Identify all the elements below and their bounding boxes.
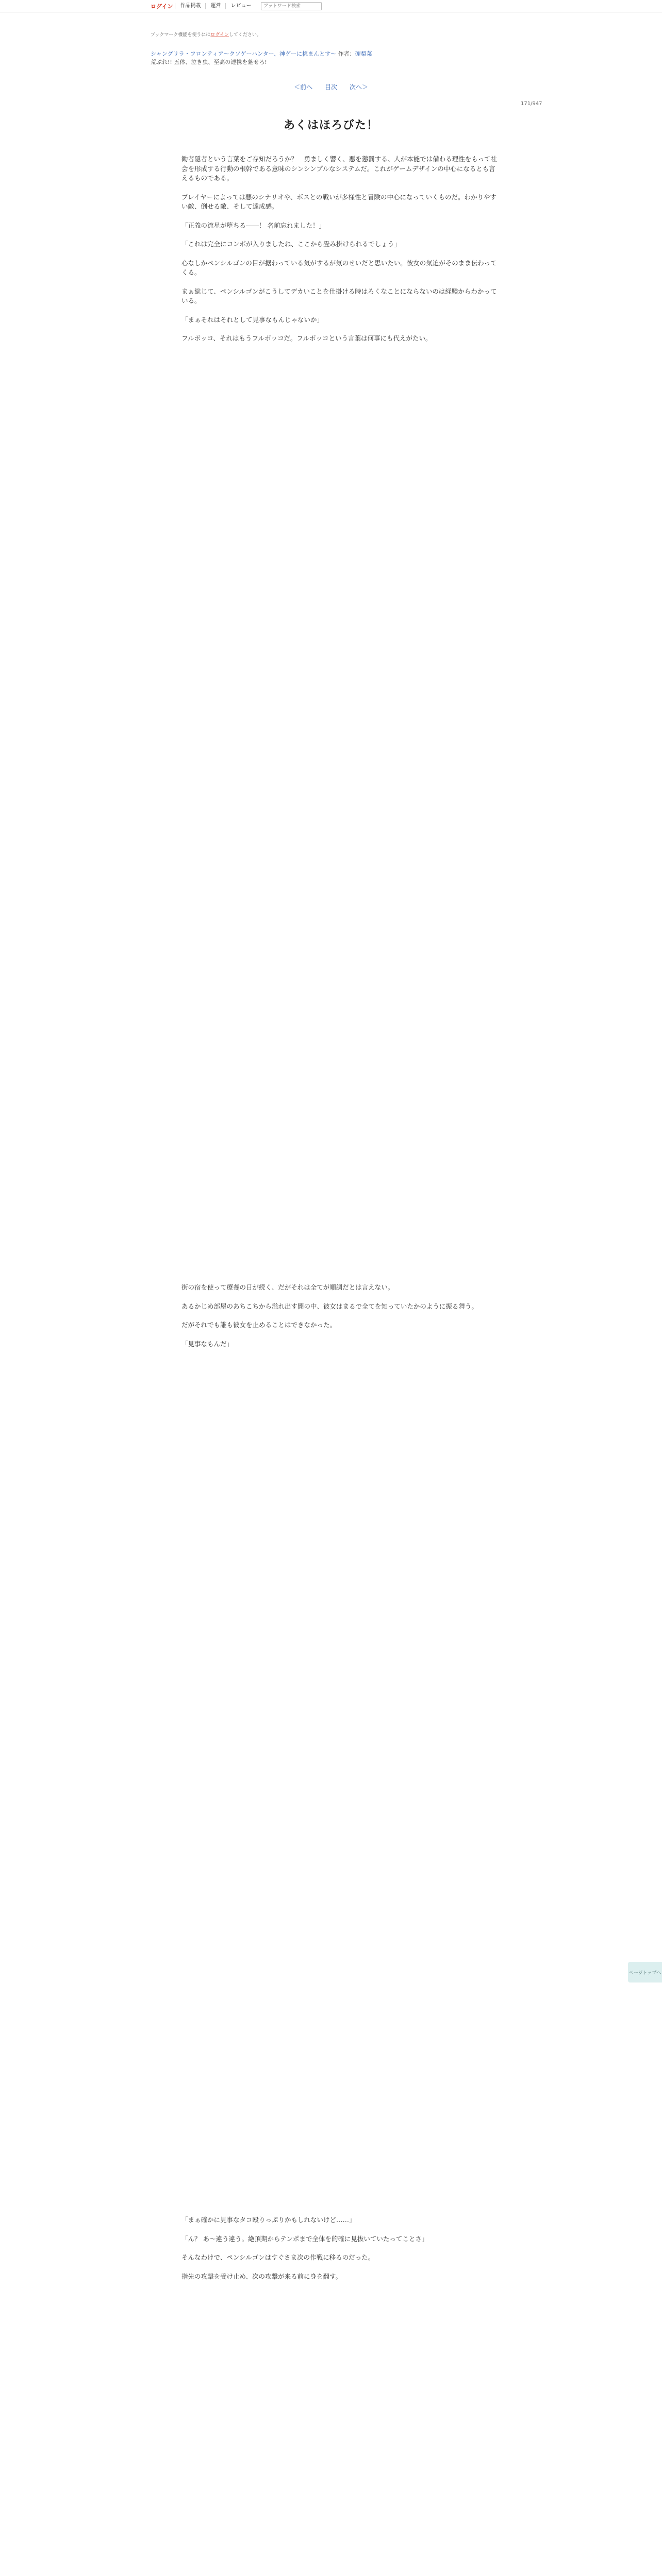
series-title-link[interactable]: シャングリラ・フロンティア〜クソゲーハンター、神ゲーに挑まんとす〜 [151, 50, 337, 57]
paragraph: そんなわけで、ペンシルゴンはすぐさま次の作戦に移るのだった。 [181, 2253, 375, 2261]
toc-link[interactable]: 目次 [324, 83, 337, 91]
chapter-pager [0, 82, 662, 91]
search-input[interactable] [261, 2, 322, 10]
nav-review[interactable]: レビュー [225, 3, 256, 9]
nav-publish[interactable]: 作品掲載 [175, 3, 205, 9]
prev-link[interactable]: ＜前へ [294, 83, 313, 91]
paragraph: プレイヤーによっては悪のシナリオや、ボスとの戦いが多様性と冒険の中心になっていくものだ。わかりやすい敵、倒せる敵、そして達成感。 [181, 193, 497, 210]
series-line [151, 50, 511, 58]
paragraph: 「まぁ確かに見事なタコ殴りっぷりかもしれないけど……」 [181, 2216, 356, 2224]
paragraph: だがそれでも誰も彼女を止めることはできなかった。 [181, 1321, 337, 1329]
paragraph: 「これは完全にコンボが入りましたね、ここから畳み掛けられるでしょう」 [181, 240, 401, 248]
paragraph: まぁ総じて、ペンシルゴンがこうしてデカいことを仕掛ける時はろくなことにならないのは経験からわかっている。 [181, 287, 497, 304]
top-navigation-inner [151, 2, 322, 10]
paragraph: フルボッコ、それはもうフルボッコだ。フルボッコという言葉は何事にも代えがたい。 [181, 334, 432, 342]
paragraph: 街の宿を使って療養の日が続く、だがそれは全てが順調だとは言えない。 [181, 1283, 394, 1291]
paragraph: 勧者隠者という言葉をご存知だろうか？ 勇ましく響く、悪を懲罰する、人が本能では備わる理性をもって社会を形成する行動の根幹である意味のシンシンプルなシステムだ。これがゲームデザインの中心になるとも言えるものである。 [181, 155, 498, 182]
paragraph: 「見事なもんだ」 [181, 1340, 234, 1348]
paragraph: 心なしかペンシルゴンの目が据わっている気がするが気のせいだと思いたい。彼女の気迫がそのまま伝わってくる。 [181, 259, 497, 276]
login-link[interactable]: ログイン [151, 3, 173, 10]
next-link[interactable]: 次へ＞ [349, 83, 368, 91]
author-link[interactable]: 硬梨菜 [355, 50, 372, 57]
top-navigation-bar [0, 0, 662, 12]
bookmark-notice [151, 31, 511, 38]
work-header [151, 31, 511, 66]
chapter-subtitle: 荒ぶれ!! 五体、泣き虫、至高の連携を魅せろ! [151, 59, 267, 65]
paragraph: 「正義の流星が堕ちる――！ 名前忘れました！」 [181, 221, 325, 229]
author-label: 作者： [338, 50, 355, 57]
paragraph: 指先の攻撃を受け止め、次の攻撃が来る前に身を翻す。 [181, 2272, 342, 2280]
page-number: 171/947 [521, 101, 542, 107]
chapter-body-part-1 [181, 155, 501, 353]
paragraph: 「まぁそれはそれとして見事なもんじゃないか」 [181, 315, 324, 324]
notice-prefix: ブックマーク機能を使うには [151, 32, 211, 38]
page-top-tab[interactable]: ページトップへ [628, 1962, 662, 1982]
paragraph: あるかじめ部屋のあちこちから溢れ出す闇の中、彼女はまるで全てを知っていたかのように振る舞う。 [181, 1302, 478, 1310]
chapter-body-part-2 [181, 1283, 501, 1358]
paragraph: 「ん？ あ〜違う違う。絶頂期からテンポまで全体を的確に見抜いていたってことさ」 [181, 2234, 428, 2243]
nav-management[interactable]: 運営 [205, 3, 225, 9]
chapter-body-part-3 [181, 2215, 501, 2291]
chapter-title: あくはほろびた！ [283, 119, 378, 132]
notice-login-link[interactable]: ログイン [210, 32, 229, 38]
notice-suffix: してください。 [228, 32, 261, 38]
